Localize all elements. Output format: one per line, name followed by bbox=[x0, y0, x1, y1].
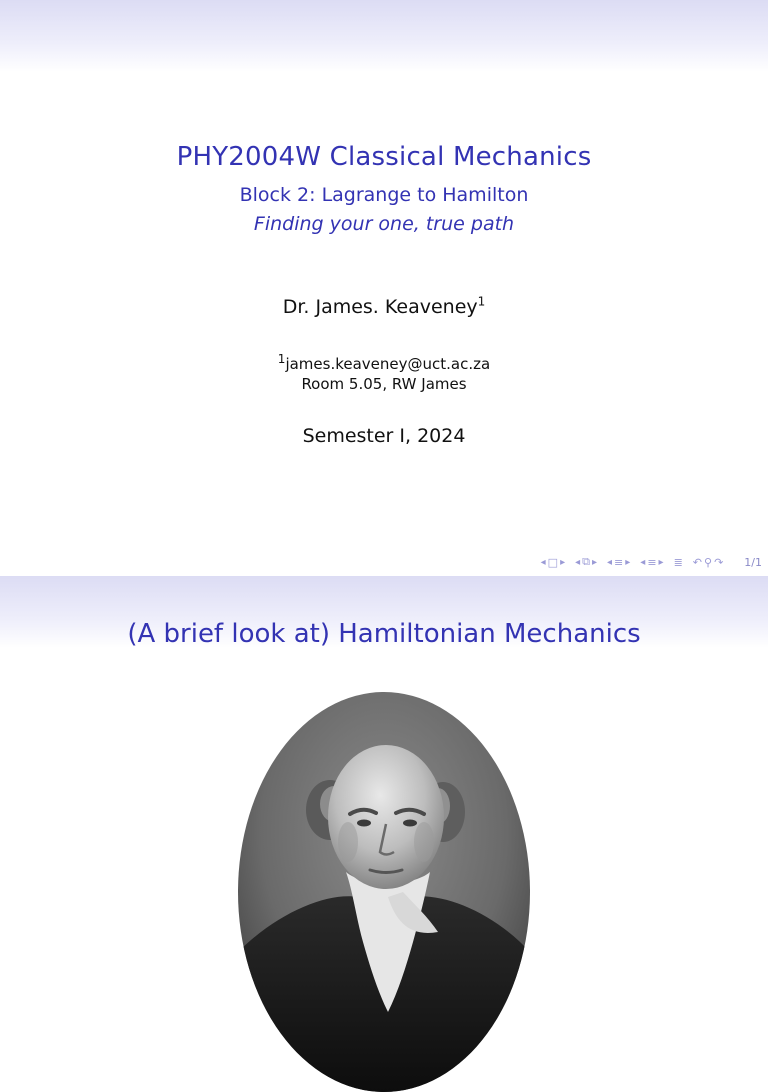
author-footnote-mark: 1 bbox=[477, 294, 486, 309]
page-number: 1/1 bbox=[744, 555, 762, 569]
nav-slide-icon[interactable]: ◂ □ ▸ bbox=[540, 555, 566, 569]
nav-section-icon[interactable]: ◂ ≡ ▸ bbox=[640, 555, 664, 569]
presentation-date: Semester I, 2024 bbox=[302, 425, 466, 447]
nav-subsection-icon[interactable]: ◂ ≡ ▸ bbox=[607, 555, 631, 569]
nav-frame-icon[interactable]: ◂ ⧉ ▸ bbox=[575, 555, 598, 568]
nav-align-icon[interactable]: ≣ bbox=[673, 555, 683, 569]
presentation-subtitle: Block 2: Lagrange to Hamilton bbox=[239, 184, 529, 206]
institute-block bbox=[0, 354, 768, 394]
author-email: james.keaveney@uct.ac.za bbox=[285, 355, 491, 373]
author-line bbox=[0, 296, 768, 318]
email-line bbox=[0, 354, 768, 374]
beamer-navigation-bar bbox=[540, 554, 762, 570]
header-band bbox=[0, 0, 768, 72]
presentation-title: PHY2004W Classical Mechanics bbox=[176, 142, 592, 172]
hamilton-portrait bbox=[238, 692, 530, 1092]
nav-search-icon[interactable]: ↶ ⚲ ↷ bbox=[692, 555, 724, 569]
frame-title: (A brief look at) Hamiltonian Mechanics bbox=[127, 619, 641, 649]
room-line: Room 5.05, RW James bbox=[301, 375, 467, 393]
presentation-tagline: Finding your one, true path bbox=[253, 213, 515, 235]
author-name: Dr. James. Keaveney bbox=[282, 296, 478, 318]
email-footnote-mark: 1 bbox=[277, 352, 286, 366]
